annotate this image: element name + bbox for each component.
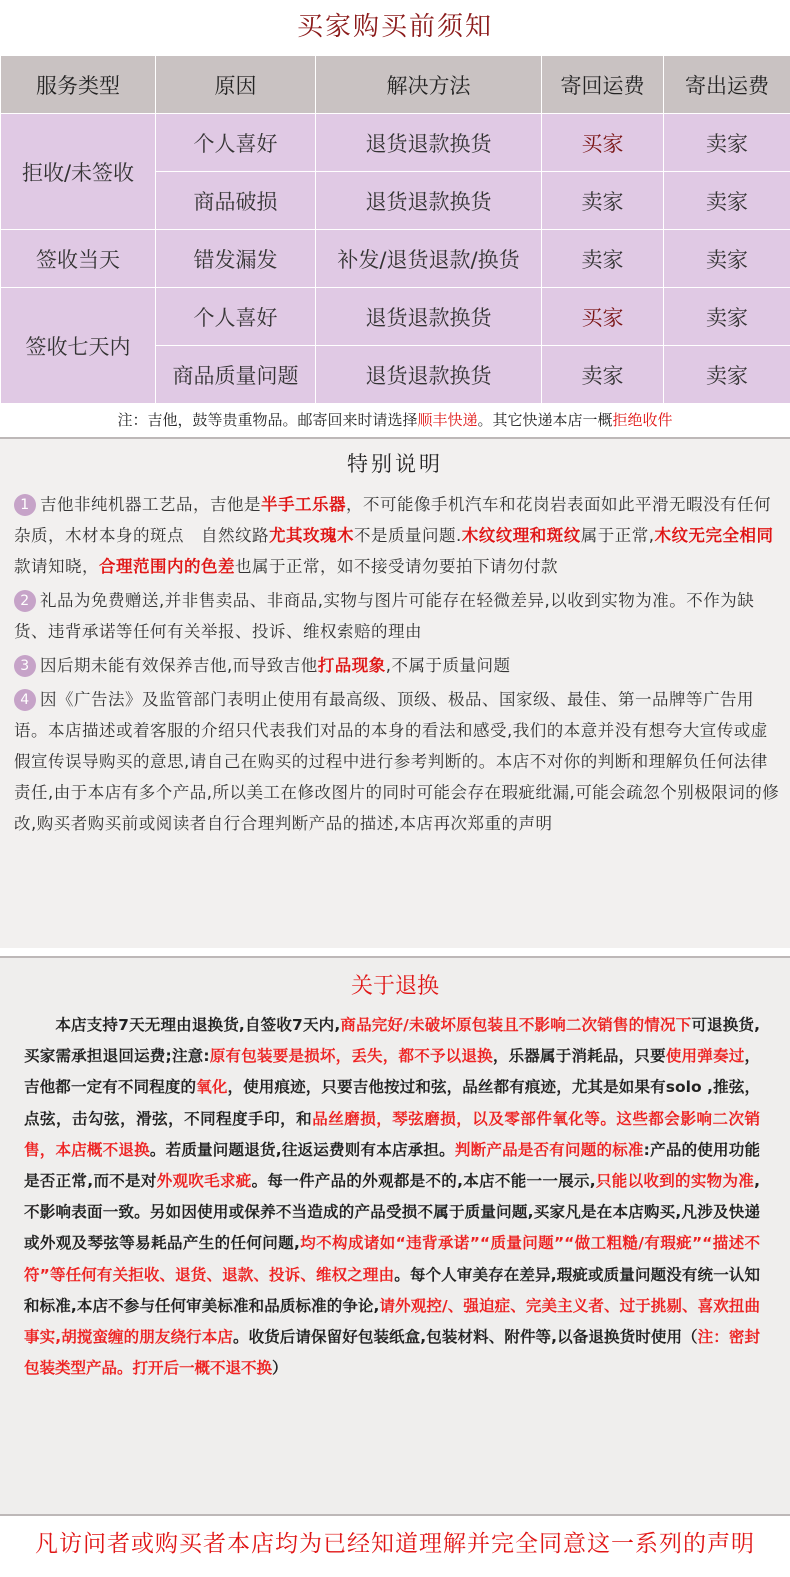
returns-text: 。若质量问题退货,往返运费则有本店承担。 xyxy=(149,1140,455,1159)
special-item-2 xyxy=(14,585,780,647)
returns-highlight: 判断产品是否有问题的标准 xyxy=(454,1140,644,1159)
reason-cell: 个人喜好 xyxy=(156,114,316,172)
return-fee-cell: 买家 xyxy=(542,114,664,172)
item-text: 属于正常, xyxy=(580,526,655,545)
header-solution: 解决方法 xyxy=(316,56,542,114)
special-item-1 xyxy=(14,489,780,582)
item-text: ,不属于质量问题 xyxy=(385,656,511,675)
item-highlight: 木纹纹理和斑纹 xyxy=(461,526,581,545)
returns-highlight: 商品完好/未破坏原包装且不影响二次销售的情况下 xyxy=(340,1016,692,1034)
returns-highlight: 品丝磨损，琴弦磨损，以及零部件氧化等。这些都会影响二次销售，本店概不退换 xyxy=(24,1109,760,1159)
header-send-fee: 寄出运费 xyxy=(664,56,790,114)
send-fee-cell: 卖家 xyxy=(664,230,790,288)
returns-text: 。收货后请保留好包装纸盒,包装材料、附件等,以备退换货时使用（ xyxy=(232,1328,698,1347)
note-highlight-sf: 顺丰快递 xyxy=(417,411,478,429)
return-fee-cell: 卖家 xyxy=(542,172,664,230)
service-type-cell: 签收当天 xyxy=(1,230,156,288)
returns-highlight: 均不构成诸如“违背承诺”“质量问题”“做工粗糙/有瑕疵”“描述不符”等任何有关拒收、退货、退款、投诉、维权之理由 xyxy=(24,1234,760,1284)
page-title: 买家购买前须知 xyxy=(296,12,493,42)
returns-highlight: 注：密封包装类型产品。打开后一概不退不换 xyxy=(24,1328,761,1378)
item-text: 款请知晓， xyxy=(14,557,99,576)
item-text: 也属于正常，如不接受请勿要拍下请勿付款 xyxy=(235,557,558,576)
returns-title: 关于退换 xyxy=(350,974,439,999)
returns-body xyxy=(24,1010,760,1384)
reason-cell: 商品质量问题 xyxy=(156,346,316,404)
reason-cell: 商品破损 xyxy=(156,172,316,230)
returns-highlight: 原有包装要是损坏，丢失，都不予以退换 xyxy=(209,1047,493,1066)
returns-text: ） xyxy=(272,1359,288,1378)
solution-cell: 退货退款换货 xyxy=(316,114,542,172)
header-service-type: 服务类型 xyxy=(1,56,156,114)
note-text: 。其它快递本店一概 xyxy=(477,411,613,429)
item-text: 因《广告法》及监管部门表明止使用有最高级、顶级、极品、国家级、最佳、第一品牌等广告用语。本店描述或着客服的介绍只代表我们对品的本身的看法和感受,我们的本意并没有想夸大宣传或虚假宣传误导购买的意思,请自己在购买的过程中进行参考判断的。本店不对你的判断和理解负任何法律责任,由于本店有多个产品,所以美工在修改图片的同时可能会存在瑕疵纰漏,可能会疏忽个别极限词的修改,购买者购买前或阅读者自行合理判断产品的描述,本店再次郑重的声明 xyxy=(14,690,780,833)
item-highlight: 木纹无完全相同 xyxy=(654,526,774,545)
reason-cell: 个人喜好 xyxy=(156,288,316,346)
returns-highlight: 请外观控/、强迫症、完美主义者、过于挑剔、喜欢扭曲事实,胡搅蛮缠的朋友绕行本店 xyxy=(24,1296,760,1347)
solution-cell: 退货退款换货 xyxy=(316,346,542,404)
item-highlight: 半手工乐器 xyxy=(261,495,346,514)
number-badge: 4 xyxy=(14,689,36,711)
return-fee-cell: 买家 xyxy=(542,288,664,346)
return-fee-cell: 卖家 xyxy=(542,230,664,288)
special-item-4 xyxy=(14,684,780,839)
special-item-3 xyxy=(14,650,780,681)
returns-text: ，吉他都一定有不同程度的 xyxy=(24,1047,760,1097)
item-highlight: 尤其玫瑰木 xyxy=(269,526,354,545)
special-notes-section xyxy=(0,437,790,948)
returns-highlight: 只能以收到的实物为准 xyxy=(595,1172,755,1191)
table-row xyxy=(1,114,790,172)
solution-cell: 退货退款换货 xyxy=(316,288,542,346)
item-text: 不是质量问题. xyxy=(354,526,462,545)
send-fee-cell: 卖家 xyxy=(664,288,790,346)
special-title: 特别说明 xyxy=(347,452,443,476)
note-highlight-refuse: 拒绝收件 xyxy=(612,411,673,429)
return-fee-cell: 卖家 xyxy=(542,346,664,404)
note-text: 注：吉他，鼓等贵重物品。邮寄回来时请选择 xyxy=(117,411,418,429)
service-type-cell: 拒收/未签收 xyxy=(1,114,156,230)
returns-section xyxy=(0,956,790,1514)
service-table xyxy=(0,55,790,404)
table-row xyxy=(1,288,790,346)
reason-cell: 错发漏发 xyxy=(156,230,316,288)
returns-text: 。每个人审美存在差异,瑕疵或质量问题没有统一认知和标准,本店不参与任何审美标准和品质标准的争论, xyxy=(24,1265,760,1315)
item-highlight: 合理范围内的色差 xyxy=(99,557,235,576)
returns-text: 本店支持7天无理由退换货,自签收7天内, xyxy=(24,1016,341,1034)
send-fee-cell: 卖家 xyxy=(664,114,790,172)
returns-highlight: 外观吹毛求疵 xyxy=(156,1172,252,1191)
number-badge: 3 xyxy=(14,655,36,677)
returns-text: ，乐器属于消耗品，只要 xyxy=(492,1047,666,1066)
item-text: ，不可能像手机汽车和花岗岩表面如此平滑无暇没有任何杂质，木材本身的斑点 自然纹路 xyxy=(14,495,771,545)
number-badge: 1 xyxy=(14,494,36,516)
item-highlight: 打品现象 xyxy=(317,656,386,675)
send-fee-cell: 卖家 xyxy=(664,346,790,404)
returns-text: 可退换货,买家需承担退回运费;注意: xyxy=(24,1016,760,1066)
header-reason: 原因 xyxy=(156,56,316,114)
item-text: 吉他非纯机器工艺品，吉他是 xyxy=(40,495,261,514)
send-fee-cell: 卖家 xyxy=(664,172,790,230)
returns-text: :产品的使用功能是否正常,而不是对 xyxy=(24,1140,760,1191)
returns-text: ，使用痕迹，只要吉他按过和弦，品丝都有痕迹，尤其是如果有solo ,推弦，点弦，击勾弦，滑弦，不同程度手印，和 xyxy=(24,1078,760,1128)
table-row xyxy=(1,230,790,288)
item-text: 礼品为免费赠送,并非售卖品、非商品,实物与图片可能存在轻微差异,以收到实物为准。不作为缺货、违背承诺等任何有关举报、投诉、维权索赔的理由 xyxy=(14,591,755,641)
returns-text: ,不影响表面一致。另如因使用或保养不当造成的产品受损不属于质量问题,买家凡是在本店购买,凡涉及快递或外观及琴弦等易耗品产生的任何问题, xyxy=(24,1172,760,1253)
solution-cell: 退货退款换货 xyxy=(316,172,542,230)
returns-text: 。每一件产品的外观都是不的,本店不能一一展示, xyxy=(251,1172,596,1191)
agreement-banner: 凡访问者或购买者本店均为已经知道理解并完全同意这一系列的声明 xyxy=(0,1514,790,1577)
header-return-fee: 寄回运费 xyxy=(542,56,664,114)
number-badge: 2 xyxy=(14,590,36,612)
returns-highlight: 使用弹奏过 xyxy=(665,1047,745,1066)
table-header-row xyxy=(1,56,790,114)
shipping-note xyxy=(0,403,790,437)
service-type-cell: 签收七天内 xyxy=(1,288,156,404)
solution-cell: 补发/退货退款/换货 xyxy=(316,230,542,288)
returns-highlight: 氧化 xyxy=(196,1078,228,1097)
item-text: 因后期未能有效保养吉他,而导致吉他 xyxy=(40,656,318,675)
